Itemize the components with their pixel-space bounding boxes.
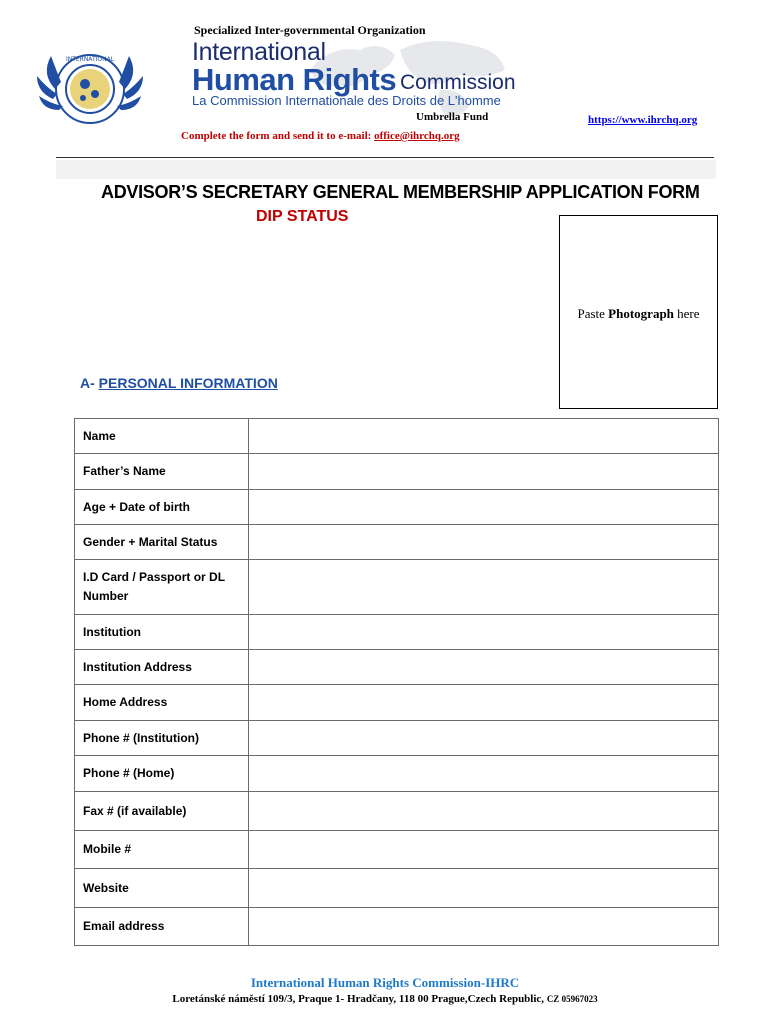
header-divider bbox=[56, 157, 714, 158]
form-title: ADVISOR’S SECRETARY GENERAL MEMBERSHIP APPLICATION FORM bbox=[101, 182, 700, 202]
photo-prefix: Paste bbox=[577, 306, 609, 321]
field-label: Name bbox=[75, 419, 249, 454]
field-value[interactable] bbox=[249, 615, 719, 650]
field-value[interactable] bbox=[249, 685, 719, 721]
table-row bbox=[75, 721, 719, 756]
svg-text:INTERNATIONAL: INTERNATIONAL bbox=[65, 56, 115, 63]
brand-french-subtitle: La Commission Internationale des Droits de L'homme bbox=[192, 93, 501, 108]
table-row bbox=[75, 756, 719, 792]
field-label: Mobile # bbox=[75, 831, 249, 869]
field-label: Institution Address bbox=[75, 650, 249, 685]
table-row bbox=[75, 685, 719, 721]
email-link[interactable]: office@ihrchq.org bbox=[374, 130, 460, 142]
field-value[interactable] bbox=[249, 831, 719, 869]
field-label: Email address bbox=[75, 908, 249, 946]
brand-international: International bbox=[192, 38, 326, 66]
photo-instruction bbox=[560, 306, 717, 322]
field-label: Phone # (Institution) bbox=[75, 721, 249, 756]
umbrella-fund-label: Umbrella Fund bbox=[416, 111, 489, 123]
table-row bbox=[75, 615, 719, 650]
footer-address-text: Loretánské náměstí 109/3, Praque 1- Hradčany, 118 00 Prague,Czech Republic, bbox=[172, 993, 547, 1005]
field-label: Phone # (Home) bbox=[75, 756, 249, 792]
photo-bold: Photograph bbox=[608, 306, 674, 321]
field-value[interactable] bbox=[249, 650, 719, 685]
field-value[interactable] bbox=[249, 908, 719, 946]
table-row bbox=[75, 454, 719, 490]
field-value[interactable] bbox=[249, 490, 719, 525]
section-letter: A- bbox=[80, 375, 99, 391]
field-label: Institution bbox=[75, 615, 249, 650]
field-value[interactable] bbox=[249, 869, 719, 908]
table-row bbox=[75, 560, 719, 615]
field-label: Gender + Marital Status bbox=[75, 525, 249, 560]
footer-organization: International Human Rights Commission-IHRC bbox=[250, 975, 520, 990]
table-row bbox=[75, 525, 719, 560]
field-value[interactable] bbox=[249, 454, 719, 490]
field-label: Age + Date of birth bbox=[75, 490, 249, 525]
personal-info-table bbox=[74, 418, 719, 946]
photo-placeholder[interactable] bbox=[559, 215, 718, 409]
footer-registration: CZ 05967023 bbox=[546, 994, 598, 1004]
table-row bbox=[75, 419, 719, 454]
field-value[interactable] bbox=[249, 419, 719, 454]
header-band bbox=[56, 160, 716, 179]
field-value[interactable] bbox=[249, 721, 719, 756]
website-link[interactable]: https://www.ihrchq.org bbox=[588, 114, 698, 126]
table-row bbox=[75, 908, 719, 946]
brand-human-rights: Human Rights bbox=[192, 62, 397, 97]
table-row bbox=[75, 490, 719, 525]
field-label: I.D Card / Passport or DL Number bbox=[75, 560, 249, 615]
brand-commission: Commission bbox=[400, 71, 516, 94]
field-label: Home Address bbox=[75, 685, 249, 721]
table-row bbox=[75, 792, 719, 831]
field-value[interactable] bbox=[249, 560, 719, 615]
submission-instruction bbox=[181, 130, 460, 142]
footer-address bbox=[0, 993, 770, 1005]
field-label: Father’s Name bbox=[75, 454, 249, 490]
field-value[interactable] bbox=[249, 525, 719, 560]
field-label: Fax # (if available) bbox=[75, 792, 249, 831]
table-row bbox=[75, 831, 719, 869]
organization-tagline: Specialized Inter-governmental Organization bbox=[194, 23, 426, 37]
un-style-emblem-icon bbox=[33, 44, 147, 134]
status-label: DIP STATUS bbox=[256, 208, 349, 225]
field-label: Website bbox=[75, 869, 249, 908]
table-row bbox=[75, 869, 719, 908]
field-value[interactable] bbox=[249, 792, 719, 831]
instruction-text: Complete the form and send it to e-mail: bbox=[181, 130, 375, 142]
table-row bbox=[75, 650, 719, 685]
photo-suffix: here bbox=[673, 306, 700, 321]
field-value[interactable] bbox=[249, 756, 719, 792]
section-title: PERSONAL INFORMATION bbox=[98, 375, 278, 391]
section-heading bbox=[80, 375, 278, 391]
